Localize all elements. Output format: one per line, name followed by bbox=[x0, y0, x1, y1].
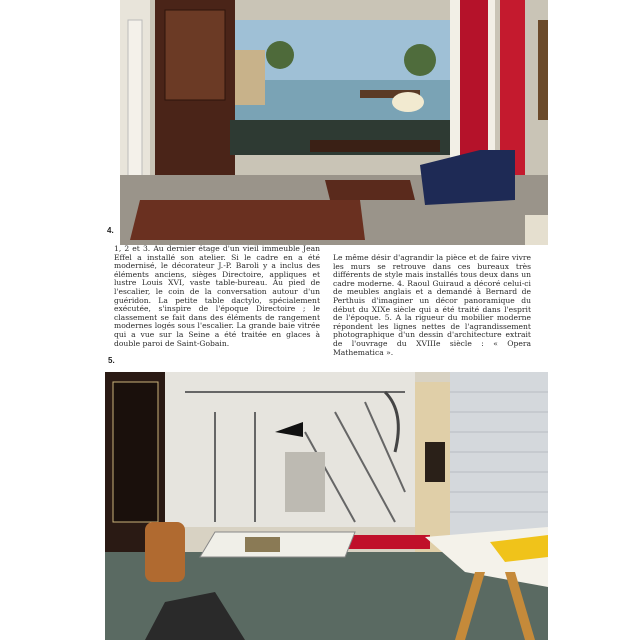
caption-left: 1, 2 et 3. Au dernier étage d'un vieil immeuble Jean Effel a installé son atelier. Si le cadre en a été modernisé, le décorateur J.-P. Baroli y a inclus des éléments anciens, sièges Directoire, appliques et lustre Louis XVI, vaste table-bureau. Au pied de l'escalier, le coin de la conversation autour d'un guéridon. La petite table dactylo, spécialement exécutée, s'inspire de l'époque Directoire ; le classement se fait dans des éléments de rangement modernes logés sous l'escalier. La grande baie vitrée qui a vue sur la Seine a été traitée en glaces à double paroi de Saint-Gobain. bbox=[114, 244, 320, 348]
figure-number-4: 4. bbox=[107, 226, 114, 235]
photo-5-image bbox=[105, 372, 548, 640]
photo-modern-office bbox=[105, 372, 548, 640]
caption-right: Le même désir d'agrandir la pièce et de faire vivre les murs se retrouve dans ces bureaux très différents de style mais installés tous deux dans un cadre moderne. 4. Raoul Guiraud a décoré celui-ci de meubles anglais et a demandé à Bernard de Perthuis d'imaginer un décor panoramique du début du XIXe siècle qui a été traité dans l'esprit de l'époque. 5. A la rigueur du mobilier moderne répondent les lignes nettes de l'agrandissement photographique d'un dessin d'architecture extrait de l'ouvrage du XVIIIe siècle : « Opera Mathematica ». bbox=[333, 253, 531, 357]
photo-study-with-mural bbox=[120, 0, 548, 245]
photo-4-image bbox=[120, 0, 548, 245]
figure-number-5: 5. bbox=[108, 356, 115, 365]
